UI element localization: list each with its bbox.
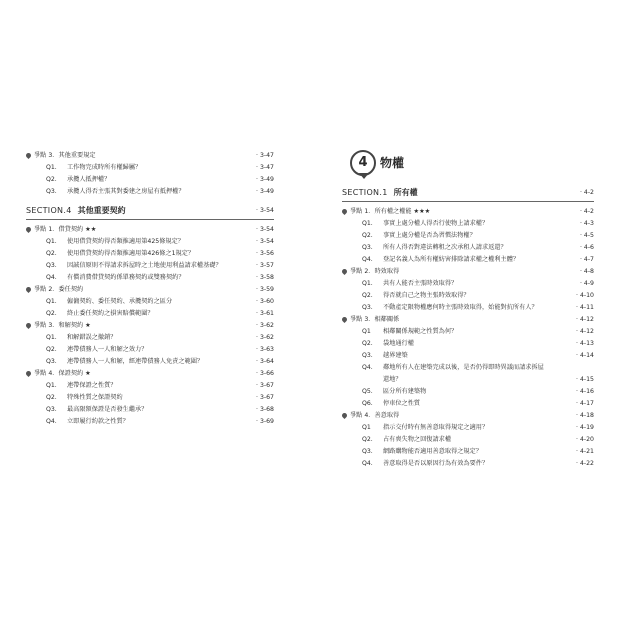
page-number: · 3-54 — [256, 236, 274, 248]
chapter-number-badge: 4 — [350, 150, 376, 176]
question-number: Q4. — [362, 460, 373, 467]
question-number: Q1. — [46, 334, 57, 341]
location-pin-icon — [341, 412, 348, 419]
question-text: 區分所有建築物 — [383, 388, 427, 395]
dispute-heading — [26, 150, 274, 162]
page-number: · 3-49 — [256, 174, 274, 186]
dispute-label: 爭點 3．和解契約 ★ — [34, 322, 91, 329]
question-number: Q1. — [46, 382, 57, 389]
question-row — [26, 236, 274, 248]
page-number: · 3-64 — [256, 356, 274, 368]
question-row — [26, 272, 274, 284]
question-number: Q2. — [362, 292, 373, 299]
page-number: · 3-61 — [256, 308, 274, 320]
question-text: 和解錯誤之撤銷？ — [67, 334, 117, 341]
question-row — [26, 162, 274, 174]
page-number: · 4-17 — [576, 398, 594, 410]
chapter-heading — [342, 150, 594, 180]
page-number: · 3-54 — [256, 203, 274, 219]
question-row — [26, 260, 274, 272]
question-text: 工作物完成時所有權歸屬？ — [67, 164, 142, 171]
location-pin-icon — [25, 152, 32, 159]
page-number: · 4-3 — [580, 218, 594, 230]
question-number: Q2. — [46, 250, 57, 257]
question-number: Q3. — [46, 188, 57, 195]
question-number: Q3. — [362, 352, 373, 359]
question-text: 越界建築 — [383, 352, 408, 359]
page-number: · 4-7 — [580, 254, 594, 266]
question-text: 占有喪失物之回復請求權 — [383, 436, 452, 443]
question-number: Q3. — [362, 244, 373, 251]
dispute-label: 爭點 1．借貸契約 ★★ — [34, 226, 97, 233]
question-number: Q2. — [46, 176, 57, 183]
question-number: Q1. — [46, 238, 57, 245]
question-text: 立即履行約款之性質？ — [67, 418, 129, 425]
page-number: · 4-8 — [580, 266, 594, 278]
page-number: · 3-47 — [256, 162, 274, 174]
question-text: 善意取得是否以原因行為有效為要件？ — [383, 460, 489, 467]
page-number: · 4-11 — [576, 302, 594, 314]
dispute-heading — [342, 266, 594, 278]
page-number: · 3-54 — [256, 224, 274, 236]
question-text: 連帶債務人一人和解，經連帶債務人免責之範圍？ — [67, 358, 204, 365]
dispute-heading — [342, 206, 594, 218]
dispute-label: 爭點 2．時效取得 — [350, 268, 400, 275]
question-text: 事實上處分權人得否行使物上請求權？ — [383, 220, 489, 227]
page-number: · 3-63 — [256, 344, 274, 356]
page-number: · 4-22 — [576, 458, 594, 470]
question-row — [26, 392, 274, 404]
question-number: Q2. — [362, 232, 373, 239]
question-number: Q2. — [46, 310, 57, 317]
page-number: · 3-67 — [256, 380, 274, 392]
question-text: 有償消費借貸契約係單務契約或雙務契約？ — [67, 274, 185, 281]
question-text: 僱傭契約、委任契約、承攬契約之區分 — [67, 298, 173, 305]
page-number: · 3-57 — [256, 260, 274, 272]
question-number: Q1 — [362, 328, 371, 335]
question-row — [26, 416, 274, 428]
question-text: 指示交付時有無善意取得規定之適用？ — [383, 424, 489, 431]
page-number: · 4-16 — [576, 386, 594, 398]
question-number: Q4. — [46, 418, 57, 425]
question-row — [342, 374, 594, 386]
question-text: 相鄰關係規範之性質為何？ — [383, 328, 458, 335]
dispute-label: 爭點 4．保證契約 ★ — [34, 370, 91, 377]
page-number: · 3-62 — [256, 320, 274, 332]
question-number: Q2. — [362, 340, 373, 347]
chapter-title: 物權 — [380, 156, 405, 170]
question-number: Q5. — [362, 388, 373, 395]
dispute-label: 爭點 4．善意取得 — [350, 412, 400, 419]
question-number: Q3. — [46, 358, 57, 365]
question-row — [26, 332, 274, 344]
question-text: 得否就自己之物主張時效取得？ — [383, 292, 470, 299]
page-number: · 4-18 — [576, 410, 594, 422]
question-row — [342, 458, 594, 470]
question-row — [342, 386, 594, 398]
question-row — [342, 338, 594, 350]
question-number: Q2. — [46, 346, 57, 353]
section-number: SECTION.1 — [342, 188, 388, 197]
question-text: 最高限額保證是否發生繼承？ — [67, 406, 148, 413]
right-page — [342, 150, 594, 470]
question-row — [26, 296, 274, 308]
question-number: Q1 — [362, 424, 371, 431]
question-number: Q3. — [46, 262, 57, 269]
question-number: Q4. — [362, 364, 373, 371]
page-number: · 3-67 — [256, 392, 274, 404]
page-number: · 3-60 — [256, 296, 274, 308]
question-number: Q2. — [362, 436, 373, 443]
page-number: · 3-49 — [256, 186, 274, 198]
question-row — [26, 248, 274, 260]
question-number: Q1. — [46, 298, 57, 305]
question-text: 承攬人得否主張其對委建之房屋有抵押權？ — [67, 188, 185, 195]
question-row — [342, 446, 594, 458]
question-row — [342, 326, 594, 338]
section-title: 其他重要契約 — [77, 206, 126, 215]
question-text: 網路購物能否適用善意取得之規定？ — [383, 448, 482, 455]
section-number: SECTION.4 — [26, 206, 72, 215]
question-row — [342, 254, 594, 266]
question-text: 停車位之性質 — [383, 400, 421, 407]
question-text: 登記名義人為所有權妨害排除請求權之權利主體？ — [383, 256, 520, 263]
question-text: 共有人能否主張時效取得？ — [383, 280, 458, 287]
section-title: 所有權 — [393, 188, 418, 197]
question-row — [342, 230, 594, 242]
page-number: · 4-20 — [576, 434, 594, 446]
question-text: 鄰地所有人在建築完成以後，是否仍得即時異議而請求拆屋 — [383, 364, 544, 371]
page-number: · 3-59 — [256, 284, 274, 296]
page-number: · 3-47 — [256, 150, 274, 162]
location-pin-icon — [25, 226, 32, 233]
question-row — [26, 186, 274, 198]
question-text: 因誠信原則不得請求拆屋時之土地使用利益請求權基礎？ — [67, 262, 222, 269]
question-number: Q1. — [46, 164, 57, 171]
question-row — [26, 380, 274, 392]
page-number: · 4-13 — [576, 338, 594, 350]
page-number: · 4-10 — [576, 290, 594, 302]
page-number: · 3-66 — [256, 368, 274, 380]
dispute-heading — [26, 320, 274, 332]
section-heading — [26, 203, 274, 220]
question-number: Q4. — [362, 256, 373, 263]
question-text: 不動產定限物權應何時主張時效取得，始能對抗所有人？ — [383, 304, 538, 311]
question-text: 還地？ — [383, 376, 402, 383]
question-row — [26, 344, 274, 356]
question-text: 特殊性質之保證契約 — [67, 394, 123, 401]
page-number: · 4-5 — [580, 230, 594, 242]
page-number: · 4-2 — [580, 185, 594, 201]
question-number: Q2. — [46, 394, 57, 401]
question-text: 袋地通行權 — [383, 340, 414, 347]
page-number: · 3-69 — [256, 416, 274, 428]
page-number: · 4-12 — [576, 314, 594, 326]
question-row — [26, 356, 274, 368]
question-number: Q1. — [362, 220, 373, 227]
dispute-heading — [26, 224, 274, 236]
question-number: Q6. — [362, 400, 373, 407]
question-number: Q1. — [362, 280, 373, 287]
question-row — [342, 350, 594, 362]
location-pin-icon — [341, 316, 348, 323]
question-text: 連帶保證之性質？ — [67, 382, 117, 389]
dispute-label: 爭點 2．委任契約 — [34, 286, 84, 293]
question-text: 事實上處分權是否為習慣法物權？ — [383, 232, 476, 239]
page-number: · 4-2 — [580, 206, 594, 218]
dispute-label: 爭點 3．相鄰關係 — [350, 316, 400, 323]
location-pin-icon — [341, 208, 348, 215]
question-row — [26, 308, 274, 320]
dispute-heading — [26, 368, 274, 380]
question-row — [342, 278, 594, 290]
question-text: 使用借貸契約得否類推適用第426條之1規定？ — [67, 250, 195, 257]
question-text: 所有人得否對違法轉租之次承租人請求返還？ — [383, 244, 507, 251]
left-page — [26, 150, 274, 428]
question-row — [342, 290, 594, 302]
question-row — [26, 174, 274, 186]
page-number: · 4-21 — [576, 446, 594, 458]
location-pin-icon — [25, 286, 32, 293]
page-number: · 4-6 — [580, 242, 594, 254]
page-number: · 3-68 — [256, 404, 274, 416]
question-number: Q3. — [362, 304, 373, 311]
question-text: 終止委任契約之損害賠償範圍？ — [67, 310, 154, 317]
page-number: · 4-9 — [580, 278, 594, 290]
dispute-heading — [342, 314, 594, 326]
question-row — [342, 218, 594, 230]
dispute-heading — [342, 410, 594, 422]
dispute-label: 爭點 3．其他重要規定 — [34, 152, 96, 159]
question-row — [342, 302, 594, 314]
location-pin-icon — [25, 322, 32, 329]
location-pin-icon — [25, 370, 32, 377]
question-text: 連帶債務人一人和解之效力？ — [67, 346, 148, 353]
question-number: Q4. — [46, 274, 57, 281]
question-text: 承攬人抵押權？ — [67, 176, 111, 183]
page-number: · 3-58 — [256, 272, 274, 284]
location-pin-icon — [341, 268, 348, 275]
page-number: · 4-12 — [576, 326, 594, 338]
dispute-label: 爭點 1．所有權之權能 ★★★ — [350, 208, 431, 215]
dispute-heading — [26, 284, 274, 296]
page-number: · 3-56 — [256, 248, 274, 260]
question-row — [26, 404, 274, 416]
section-heading — [342, 185, 594, 202]
page-number: · 4-19 — [576, 422, 594, 434]
question-number: Q3. — [362, 448, 373, 455]
page-number: · 4-15 — [576, 374, 594, 386]
question-row — [342, 242, 594, 254]
question-number: Q3. — [46, 406, 57, 413]
page-number: · 4-14 — [576, 350, 594, 362]
question-row — [342, 422, 594, 434]
question-row — [342, 398, 594, 410]
question-row — [342, 434, 594, 446]
question-text: 使用借貸契約得否類推適用第425條規定？ — [67, 238, 184, 245]
page-number: · 3-62 — [256, 332, 274, 344]
question-row — [342, 362, 594, 374]
